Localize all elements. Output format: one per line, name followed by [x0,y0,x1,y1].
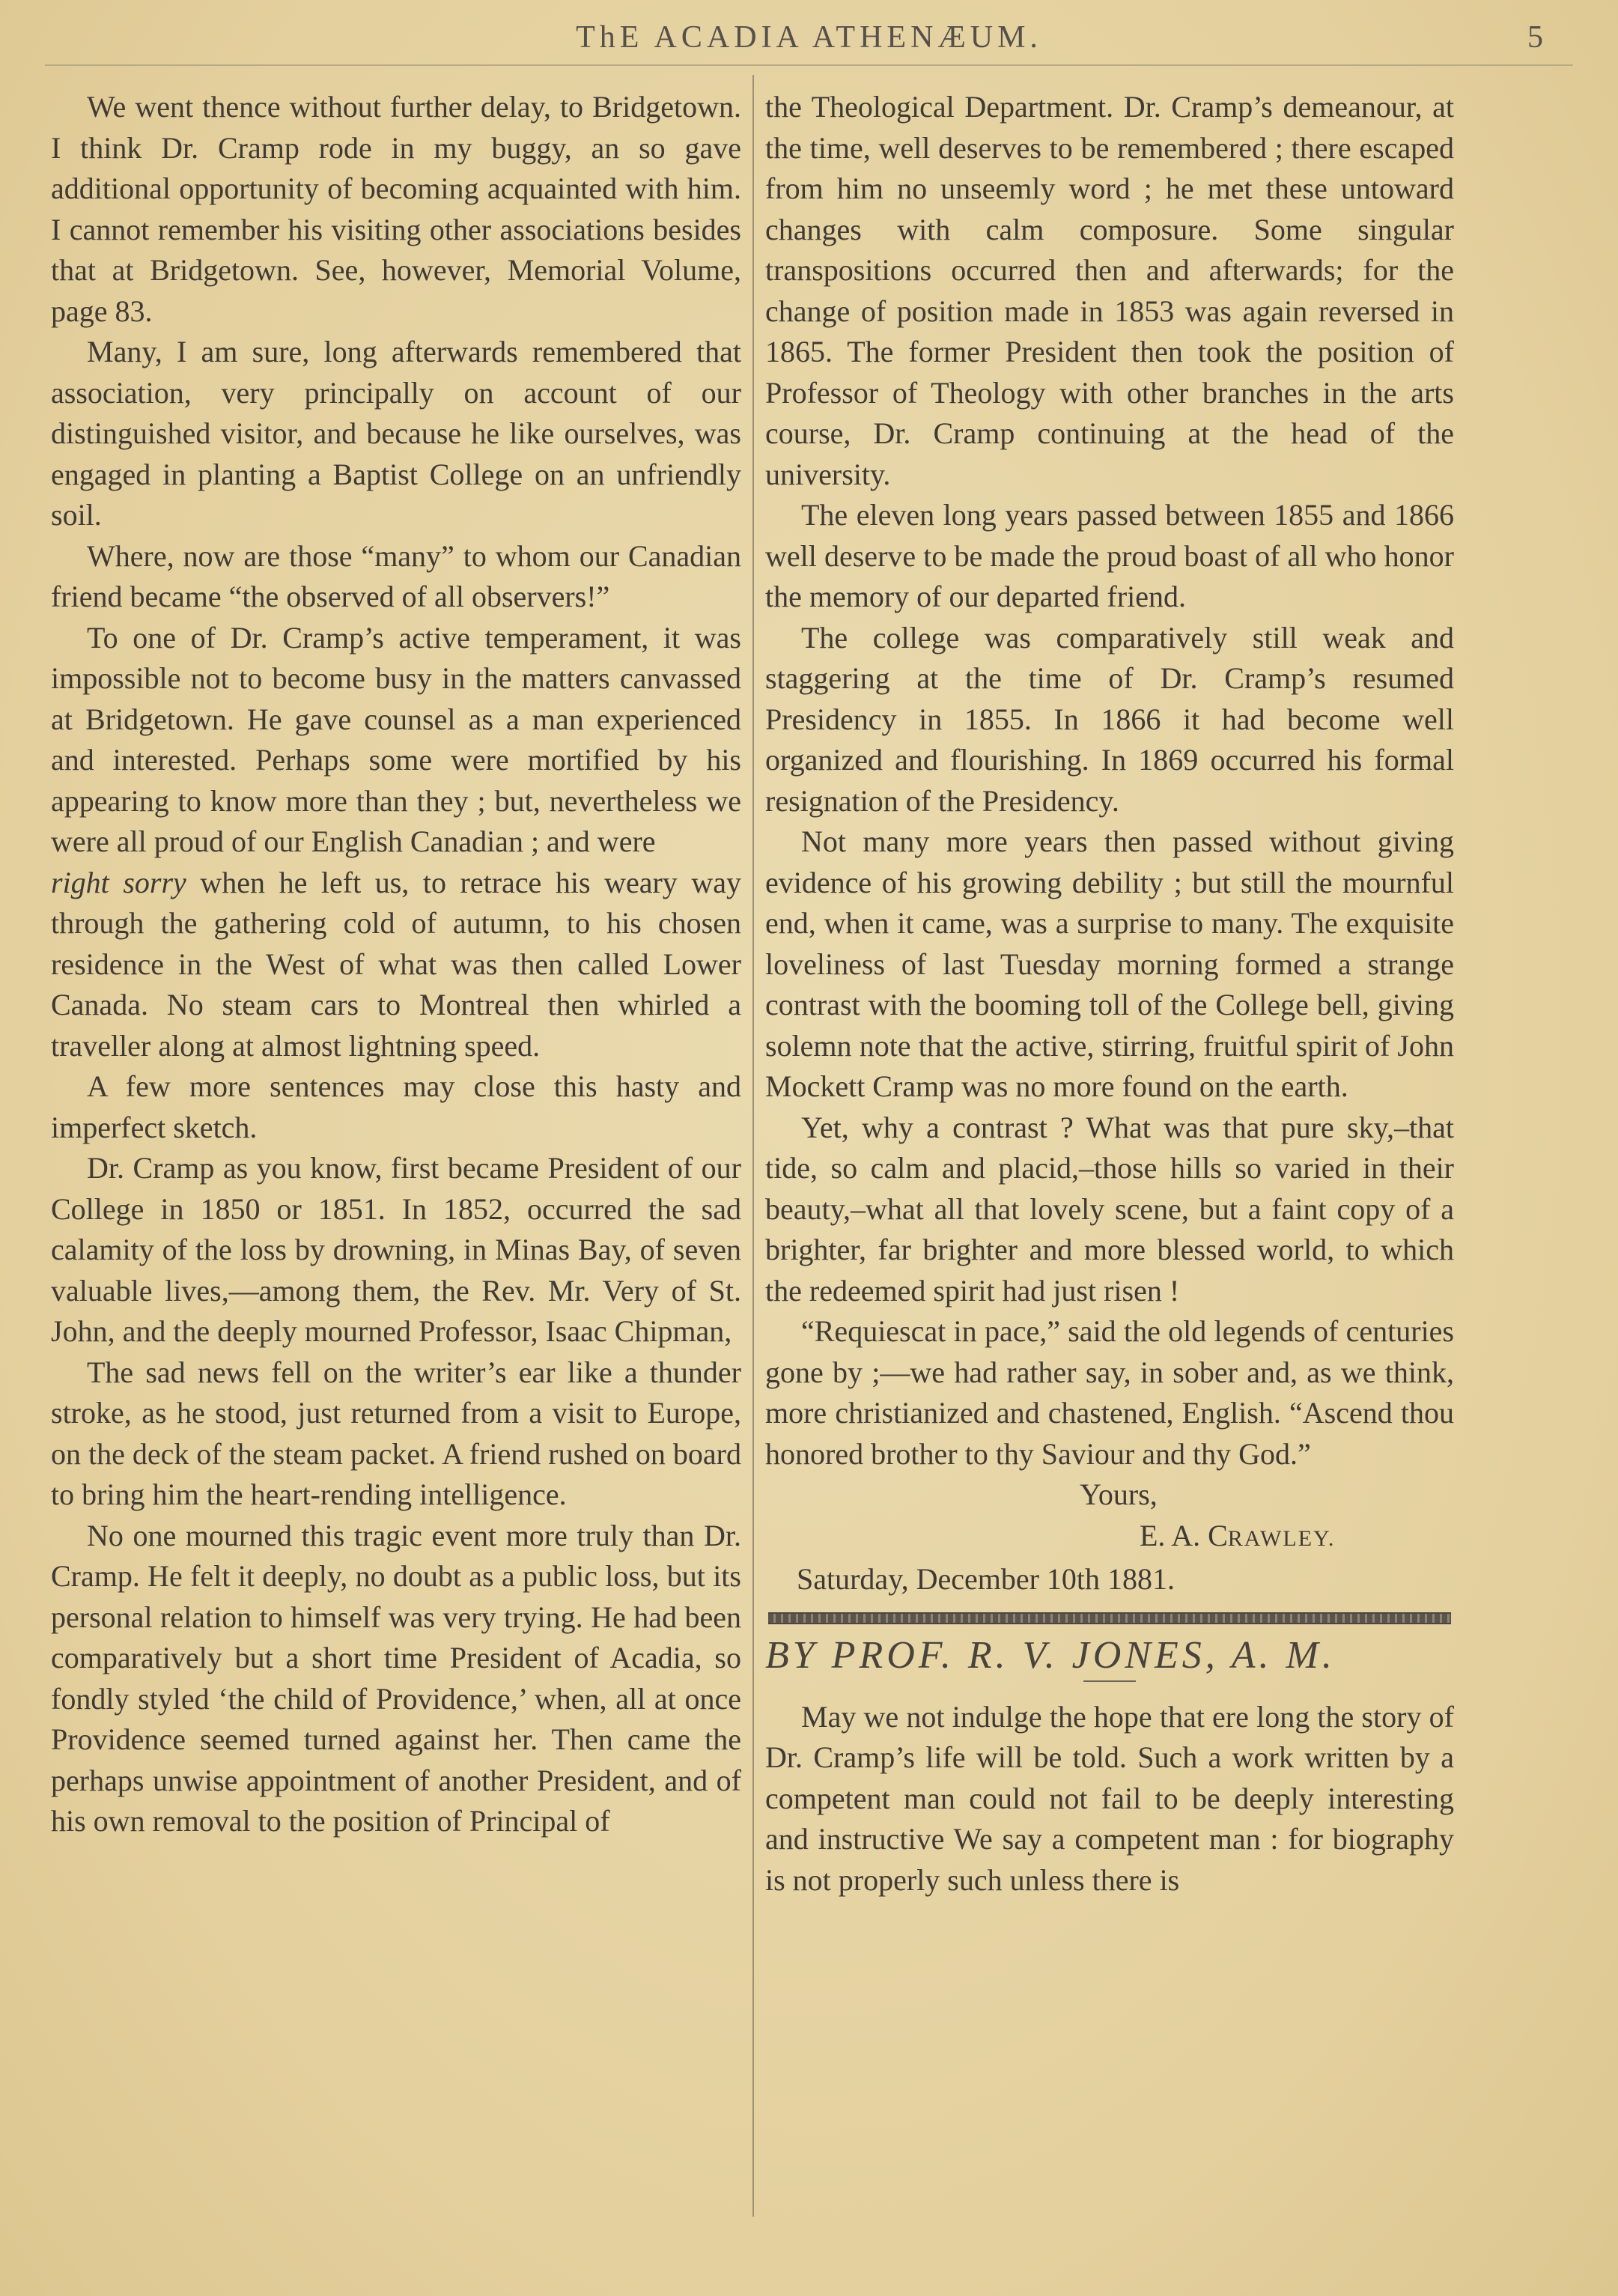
paragraph: the Theological Department. Dr. Cramp’s demeanour, at the time, well deserves to be remembered ; there escaped from him no unseemly word ; he met these untoward changes with calm composure. Some singular transpositions occurred then and afterwards; for the change of position made in 1853 was again reversed in 1865. The former President then took the position of Professor of Theology with other branches in the arts course, Dr. Cramp continuing at the head of the university. [765,90,1454,491]
ornamental-rule [768,1612,1451,1624]
section-byline: BY PROF. R. V. JONES, A. M. [765,1633,1336,1677]
italic-phrase: right sorry [51,865,186,899]
paragraph: May we not indulge the hope that ere long the story of Dr. Cramp’s life will be told. Such a work written by a competent man could not fail to be deeply interesting and instructive We say a competent man : for biography is not properly such unless there is [765,1699,1454,1897]
paragraph: The sad news fell on the writer’s ear like a thunder stroke, as he stood, just returned from a visit to Europe, on the deck of the steam packet. A friend rushed on board to bring him the heart-rending intelligence. [51,1355,741,1511]
paragraph: “Requiescat in pace,” said the old legends of centuries gone by ;—we had rather say, in sober and, as we think, more christianized and chastened, English. “Ascend thou honored brother to thy Saviour and thy God.” [765,1314,1454,1471]
short-rule [1083,1680,1136,1682]
paragraph: To one of Dr. Cramp’s active temperament, it was impossible not to become busy in the matters canvassed at Bridgetown. He gave counsel as a man experienced and interested. Perhaps some were mortified by his appearing to know more than they ; but, nevertheless we were all proud of our English Canadian ; and were [51,620,741,858]
paragraph: Yet, why a contrast ? What was that pure sky,–that tide, so calm and placid,–those hills so varied in their beauty,–what all that lovely scene, but a faint copy of a brighter, far brighter and more blessed world, to which the redeemed spirit had just risen ! [765,1110,1454,1308]
paragraph-text: when he left us, to retrace his weary way through the gathering cold of autumn, to his chosen residence in the West of what was then called Lower Canada. No steam cars to Montreal then whirled a traveller along at almost lightning speed. [51,865,742,1063]
signature-closing: Yours, [1080,1477,1158,1511]
signature-date: Saturday, December 10th 1881. [797,1562,1176,1596]
paragraph: We went thence without further delay, to Bridgetown. I think Dr. Cramp rode in my buggy, an so gave additional opportunity of becoming acquainted with him. I cannot remember his visiting other associations besides that at Bridgetown. See, however, Memorial Volume, page 83. [51,90,741,328]
page-number: 5 [1527,20,1543,55]
paragraph: A few more sentences may close this hasty and imperfect sketch. [51,1069,741,1144]
paragraph: The college was comparatively still weak and staggering at the time of Dr. Cramp’s resumed Presidency in 1855. In 1866 it had become well organized and flourishing. In 1869 occurred his formal resignation of the Presidency. [765,620,1454,818]
signature-initials: E. A. C [1140,1518,1228,1552]
paragraph: Dr. Cramp as you know, first became President of our College in 1850 or 1851. In 1852, occurred the sad calamity of the loss by drowning, in Minas Bay, of seven valuable lives,—among them, the Rev. Mr. Very of St. John, and the deeply mourned Professor, Isaac Chipman, [51,1151,741,1348]
paragraph-continuation [51,863,741,1067]
right-column [765,87,1454,1901]
column-divider [752,75,754,2217]
signature-name [765,1516,1454,1560]
left-column [51,87,741,1842]
paragraph: Where, now are those “many” to whom our Canadian friend became “the observed of all observers!” [51,538,741,613]
running-title: ThE ACADIA ATHENÆUM. [576,20,1042,55]
paragraph: The eleven long years passed between 1855 and 1866 well deserve to be made the proud boast of all who honor the memory of our departed friend. [765,498,1454,613]
paragraph: No one mourned this tragic event more truly than Dr. Cramp. He felt it deeply, no doubt as a public loss, but its personal relation to himself was very trying. He had been comparatively but a short time President of Acadia, so fondly styled ‘the child of Providence,’ when, all at once Providence seemed turned against her. Then came the perhaps unwise appointment of another President, and of his own removal to the position of Principal of [51,1518,741,1838]
header-rule [45,64,1573,66]
paragraph: Not many more years then passed without giving evidence of his growing debility ; but still the mournful end, when it came, was a surprise to many. The exquisite loveliness of last Tuesday morning formed a strange contrast with the booming toll of the College bell, giving solemn note that the active, stirring, fruitful spirit of John Mockett Cramp was no more found on the earth. [765,824,1454,1103]
signature-surname: RAWLEY. [1227,1525,1336,1551]
paragraph: Many, I am sure, long afterwards remembered that association, very principally on account of our distinguished visitor, and because he like ourselves, was engaged in planting a Baptist College on an unfriendly soil. [51,335,741,532]
